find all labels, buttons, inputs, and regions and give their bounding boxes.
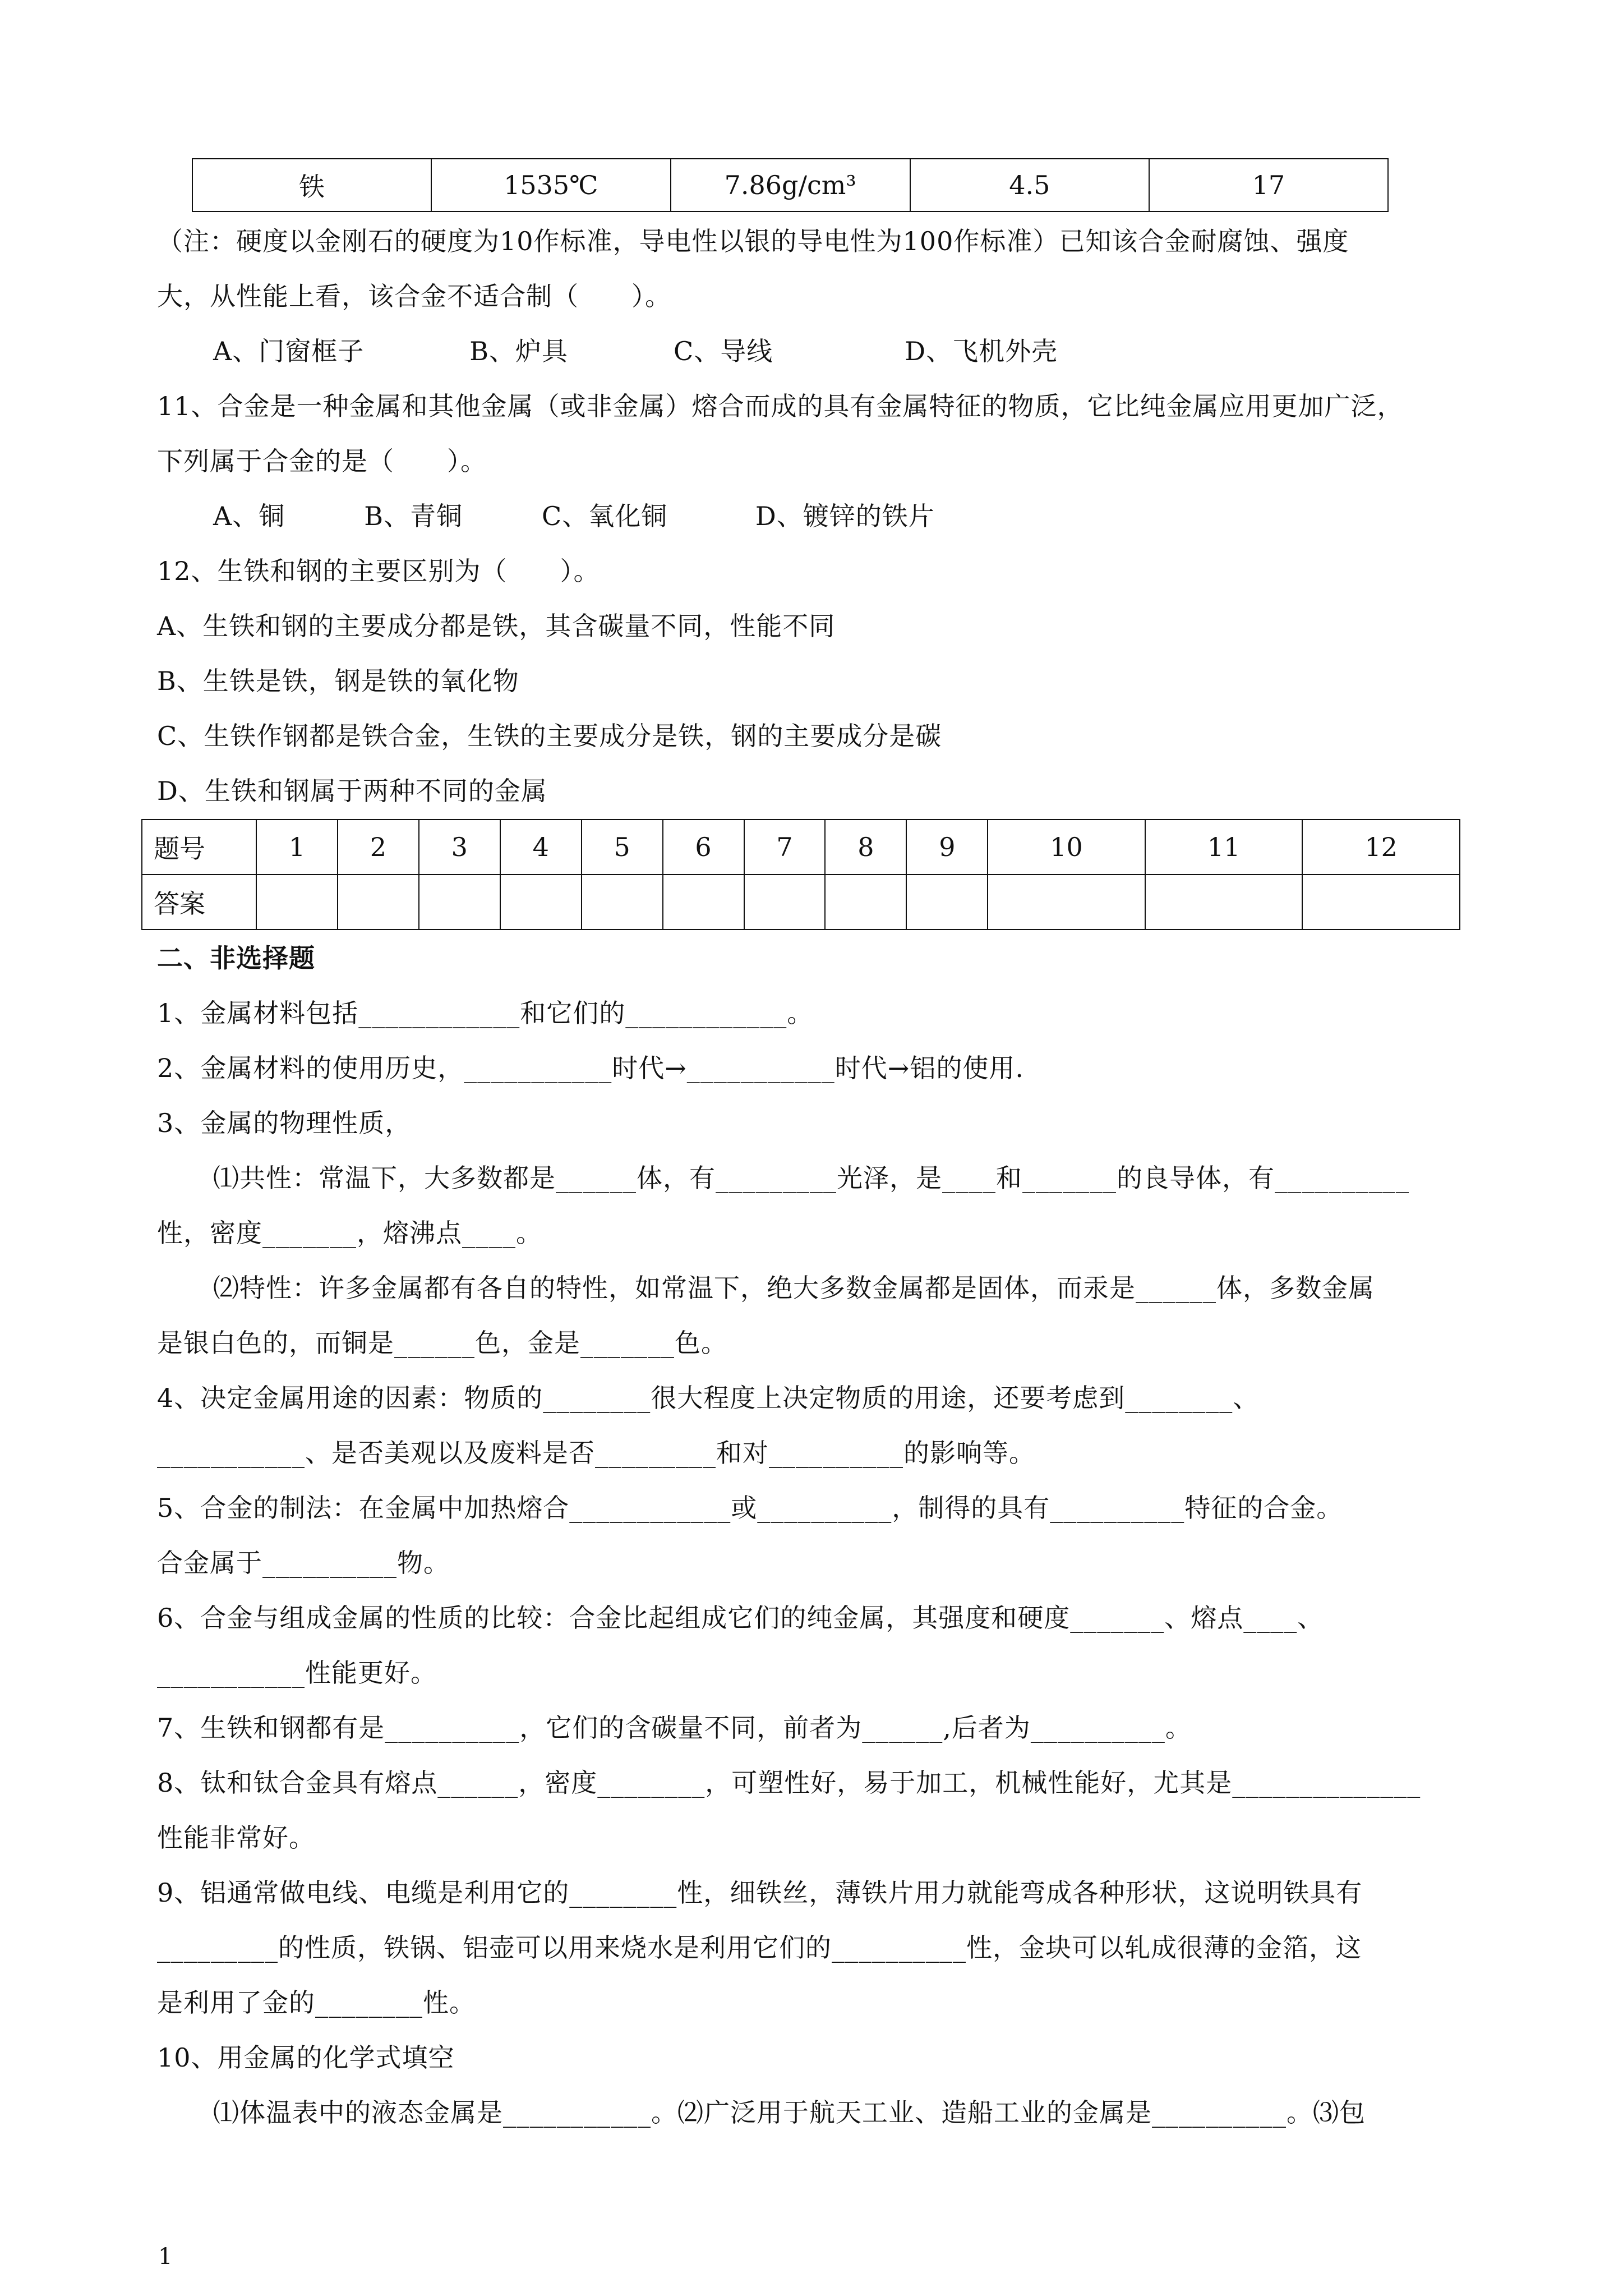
row-header: 题号 <box>142 820 256 875</box>
metal-properties-table <box>192 158 1389 212</box>
note-line: （注：硬度以金刚石的硬度为10作标准，导电性以银的导电性为100作标准）已知该合金耐腐蚀、强度 <box>157 226 1349 256</box>
note-line: 大，从性能上看，该合金不适合制（ ）。 <box>157 281 671 311</box>
fill-question: 是利用了金的________性。 <box>157 1987 476 2018</box>
fill-question: ___________、是否美观以及废料是否_________和对__________的影响等。 <box>157 1438 1035 1468</box>
question-number: 6 <box>663 820 744 875</box>
table-cell: 7.86g/cm³ <box>671 159 910 211</box>
fill-question: 8、钛和钛合金具有熔点______，密度________，可塑性好，易于加工，机械性能好，尤其是______________ <box>157 1768 1421 1798</box>
table-cell: 17 <box>1149 159 1388 211</box>
fill-question: _________的性质，铁锅、铝壶可以用来烧水是利用它们的__________性，金块可以轧成很薄的金箔，这 <box>157 1932 1362 1963</box>
answer-cell[interactable] <box>1145 875 1303 930</box>
question-number: 11 <box>1145 820 1303 875</box>
q11-stem: 11、合金是一种金属和其他金属（或非金属）熔合而成的具有金属特征的物质，它比纯金属应用更加广泛， <box>157 391 1404 421</box>
fill-question: ⑴体温表中的液态金属是___________。⑵广泛用于航天工业、造船工业的金属是__________。⑶包 <box>213 2097 1366 2128</box>
question-number: 1 <box>256 820 338 875</box>
row-header: 答案 <box>142 875 256 930</box>
fill-question: 4、决定金属用途的因素：物质的________很大程度上决定物质的用途，还要考虑到________、 <box>157 1383 1260 1413</box>
question-number: 3 <box>419 820 500 875</box>
answer-cell[interactable] <box>906 875 988 930</box>
question-number: 4 <box>500 820 582 875</box>
table-row <box>192 159 1388 211</box>
answer-cell[interactable] <box>256 875 338 930</box>
question-number: 9 <box>906 820 988 875</box>
answer-table <box>141 819 1460 930</box>
fill-question: 6、合金与组成金属的性质的比较：合金比起组成它们的纯金属，其强度和硬度_______、熔点____、 <box>157 1603 1324 1633</box>
fill-question: 1、金属材料包括____________和它们的____________。 <box>157 998 814 1028</box>
q12-stem: 12、生铁和钢的主要区别为（ ）。 <box>157 556 600 586</box>
question-number: 12 <box>1302 820 1460 875</box>
answer-cell[interactable] <box>419 875 500 930</box>
table-cell: 1535℃ <box>431 159 671 211</box>
answer-cell[interactable] <box>744 875 826 930</box>
page-number: 1 <box>158 2244 173 2270</box>
question-number: 8 <box>825 820 906 875</box>
section-title: 二、非选择题 <box>157 943 315 973</box>
question-number: 7 <box>744 820 826 875</box>
fill-question: 合金属于__________物。 <box>157 1548 450 1578</box>
fill-question: 3、金属的物理性质， <box>157 1108 412 1138</box>
fill-question: 是银白色的，而铜是______色，金是_______色。 <box>157 1328 727 1358</box>
fill-question: 7、生铁和钢都有是__________，它们的含碳量不同，前者为______,后者为__________。 <box>157 1713 1192 1743</box>
q12-option: C、生铁作钢都是铁合金，生铁的主要成分是铁，钢的主要成分是碳 <box>157 721 942 751</box>
fill-question: 性能非常好。 <box>157 1823 315 1853</box>
q11-options: A、铜 B、青铜 C、氧化铜 D、镀锌的铁片 <box>213 501 935 531</box>
fill-question: 5、合金的制法：在金属中加热熔合____________或__________，制得的具有__________特征的合金。 <box>157 1493 1343 1523</box>
table-cell: 4.5 <box>910 159 1149 211</box>
answer-cell[interactable] <box>663 875 744 930</box>
table-row <box>142 820 1460 875</box>
question-number: 2 <box>338 820 419 875</box>
question-number: 10 <box>988 820 1145 875</box>
fill-question: 2、金属材料的使用历史，___________时代→___________时代→铝的使用. <box>157 1053 1024 1083</box>
answer-cell[interactable] <box>582 875 663 930</box>
answer-cell[interactable] <box>500 875 582 930</box>
answer-cell[interactable] <box>1302 875 1460 930</box>
q12-option: A、生铁和钢的主要成分都是铁，其含碳量不同，性能不同 <box>157 611 836 641</box>
q12-option: B、生铁是铁，钢是铁的氧化物 <box>157 666 519 696</box>
table-cell: 铁 <box>192 159 431 211</box>
fill-question: 10、用金属的化学式填空 <box>157 2042 455 2073</box>
q11-stem: 下列属于合金的是（ ）。 <box>157 446 487 476</box>
fill-question: 9、铝通常做电线、电缆是利用它的________性，细铁丝，薄铁片用力就能弯成各种形状，这说明铁具有 <box>157 1878 1363 1908</box>
q10-options: A、门窗框子 B、炉具 C、导线 D、飞机外壳 <box>213 336 1058 366</box>
answer-cell[interactable] <box>338 875 419 930</box>
q12-option: D、生铁和钢属于两种不同的金属 <box>157 776 547 806</box>
answer-cell[interactable] <box>988 875 1145 930</box>
fill-question: ⑵特性：许多金属都有各自的特性，如常温下，绝大多数金属都是固体，而汞是______体，多数金属 <box>213 1273 1375 1303</box>
fill-question: ⑴共性：常温下，大多数都是______体，有_________光泽，是____和_______的良导体，有__________ <box>213 1163 1409 1193</box>
fill-question: ___________性能更好。 <box>157 1658 437 1688</box>
fill-question: 性，密度_______，熔沸点____。 <box>157 1218 542 1248</box>
question-number: 5 <box>582 820 663 875</box>
table-row <box>142 875 1460 930</box>
answer-cell[interactable] <box>825 875 906 930</box>
